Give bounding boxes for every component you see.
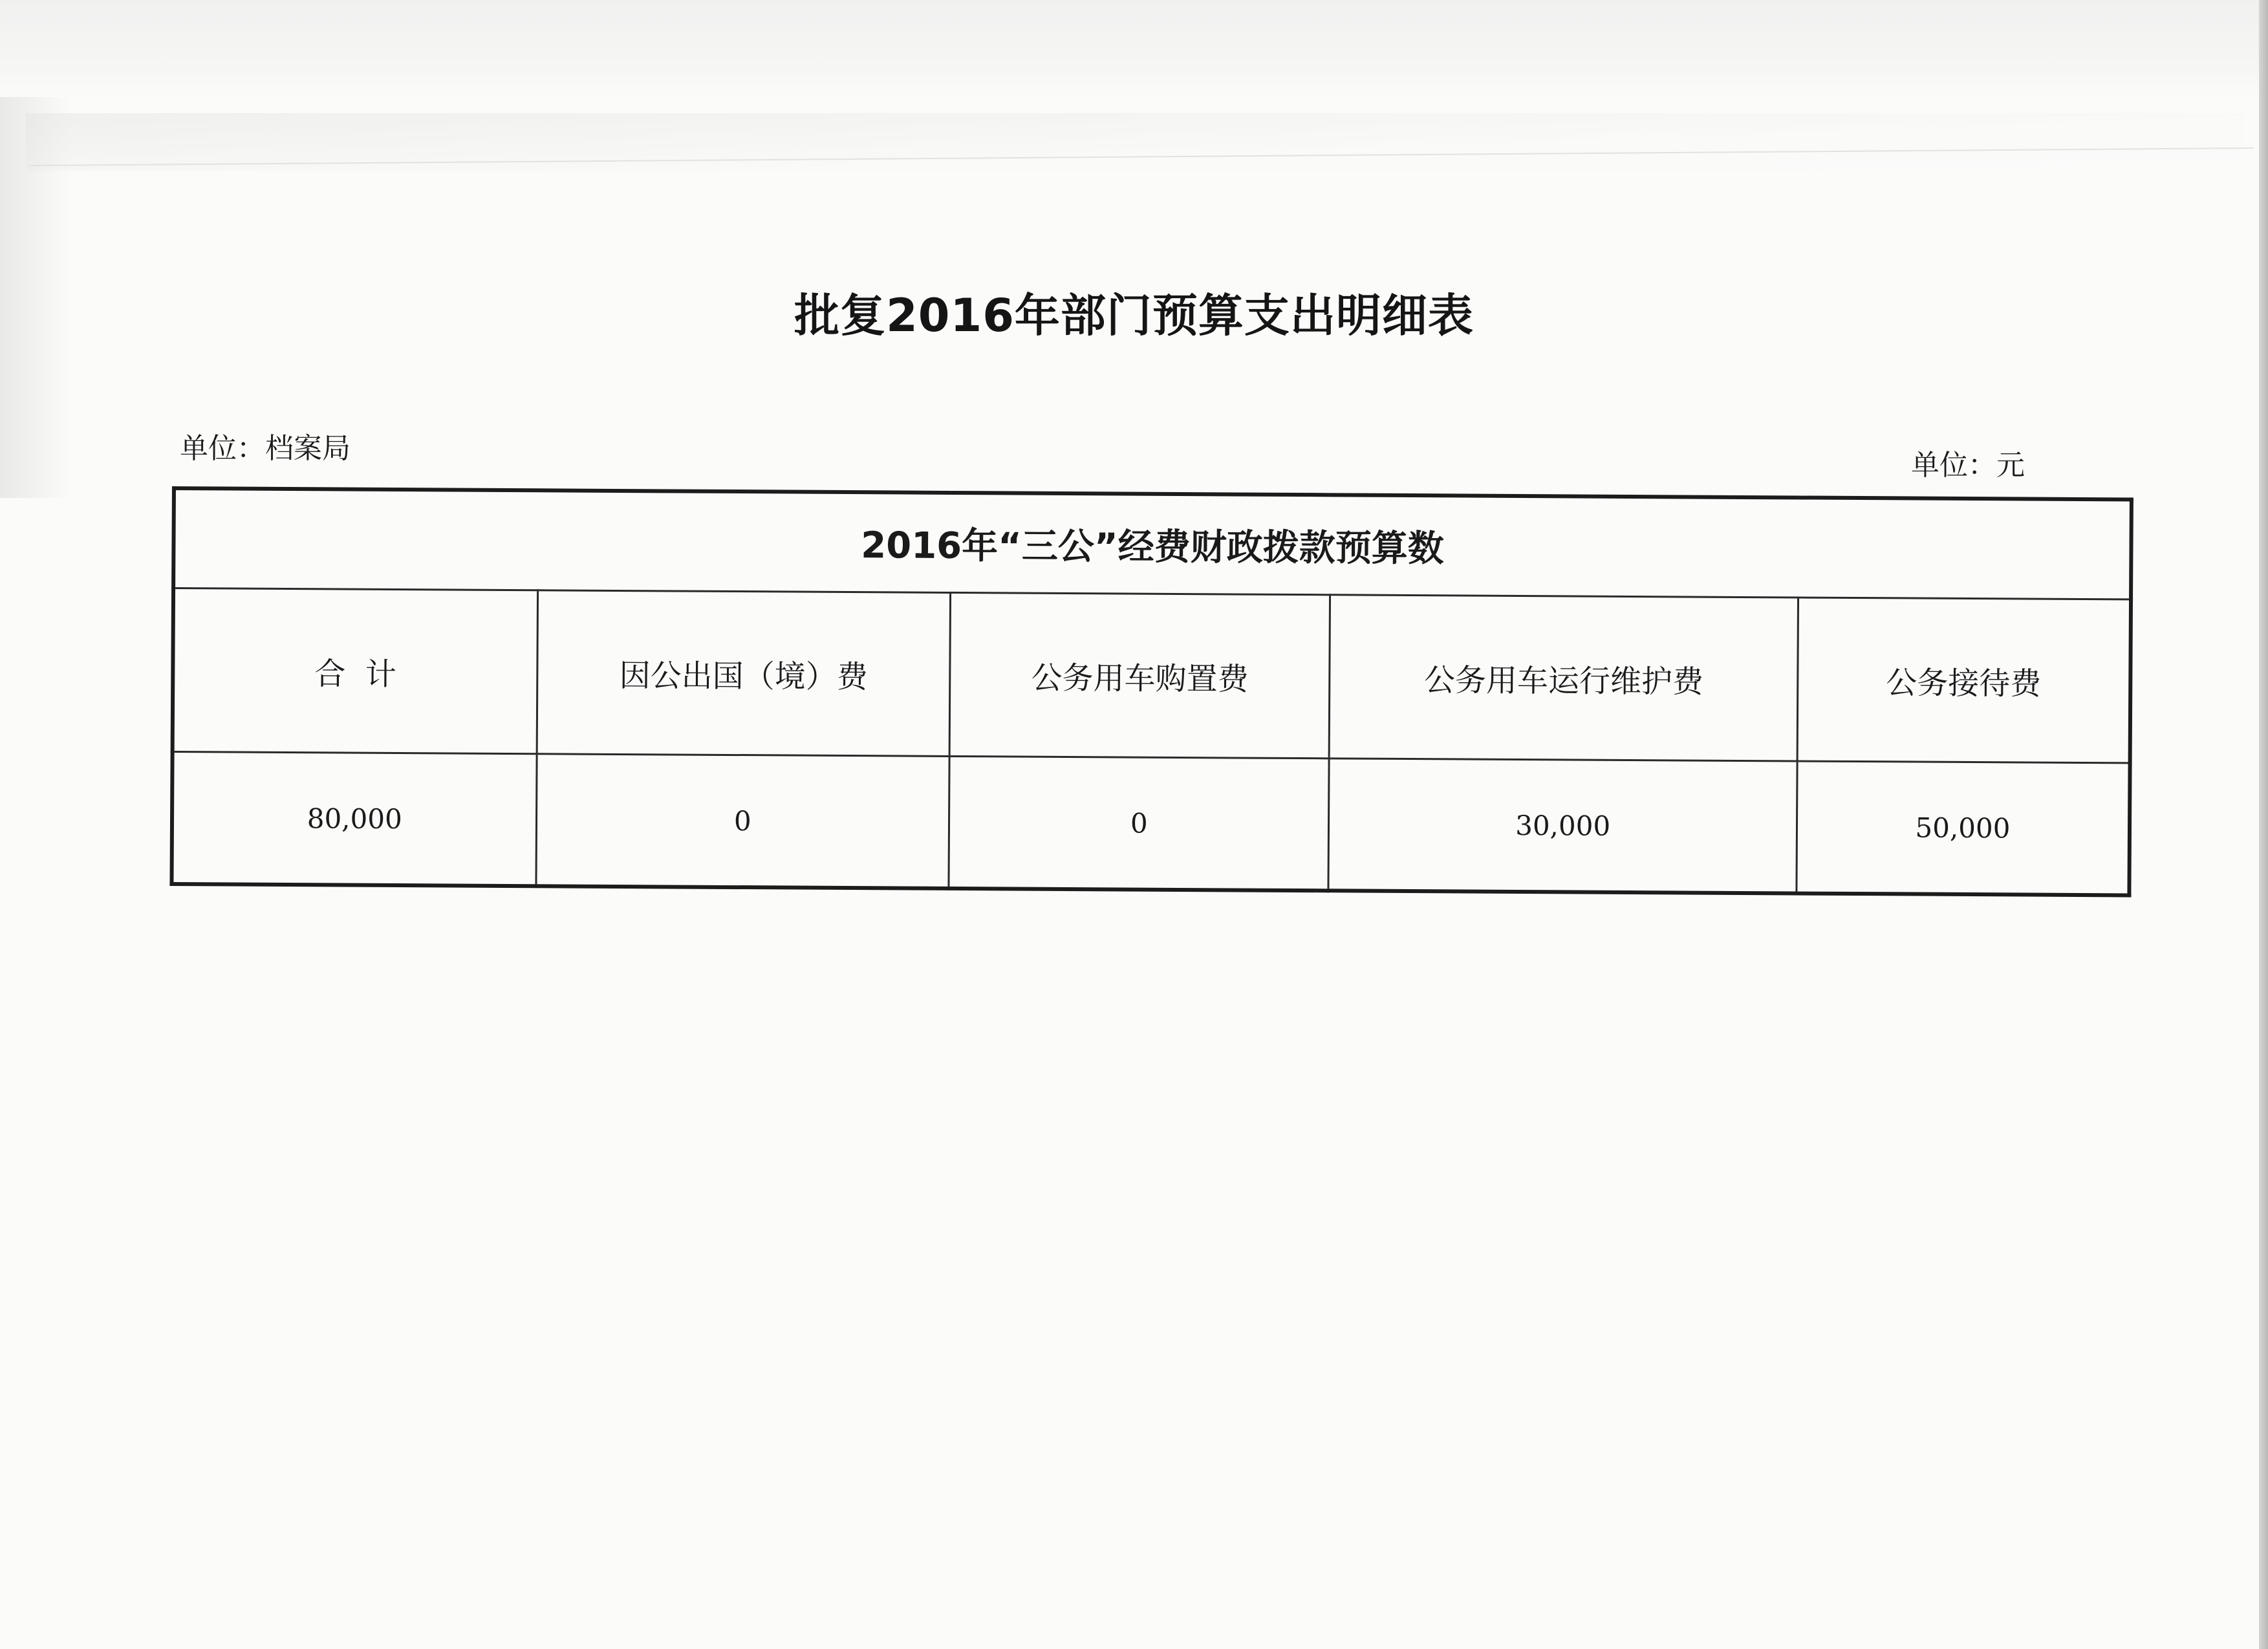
unit-currency: 单位：元 bbox=[1911, 449, 2025, 482]
value-vehicle-purchase: 0 bbox=[949, 756, 1329, 890]
table-caption: 2016年“三公”经费财政拨款预算数 bbox=[173, 488, 2132, 599]
header-total: 合 计 bbox=[173, 588, 537, 754]
budget-table-container bbox=[169, 486, 2133, 892]
value-reception: 50,000 bbox=[1797, 761, 2130, 895]
scan-top-margin bbox=[0, 0, 2268, 97]
header-overseas-travel: 因公出国（境）费 bbox=[537, 590, 951, 757]
value-overseas-travel: 0 bbox=[535, 754, 949, 889]
table-row bbox=[171, 752, 2130, 896]
header-vehicle-operation: 公务用车运行维护费 bbox=[1330, 595, 1798, 761]
document-title: 批复2016年部门预算支出明细表 bbox=[794, 289, 1474, 342]
header-vehicle-purchase: 公务用车购置费 bbox=[949, 592, 1330, 758]
header-reception: 公务接待费 bbox=[1797, 598, 2131, 763]
table-caption-row bbox=[173, 488, 2132, 599]
table-header-row bbox=[173, 588, 2131, 763]
value-total: 80,000 bbox=[171, 752, 536, 887]
scan-right-edge bbox=[2259, 0, 2268, 1649]
budget-table bbox=[169, 486, 2133, 897]
unit-organization: 单位：档案局 bbox=[180, 432, 351, 465]
value-vehicle-operation: 30,000 bbox=[1328, 759, 1797, 894]
